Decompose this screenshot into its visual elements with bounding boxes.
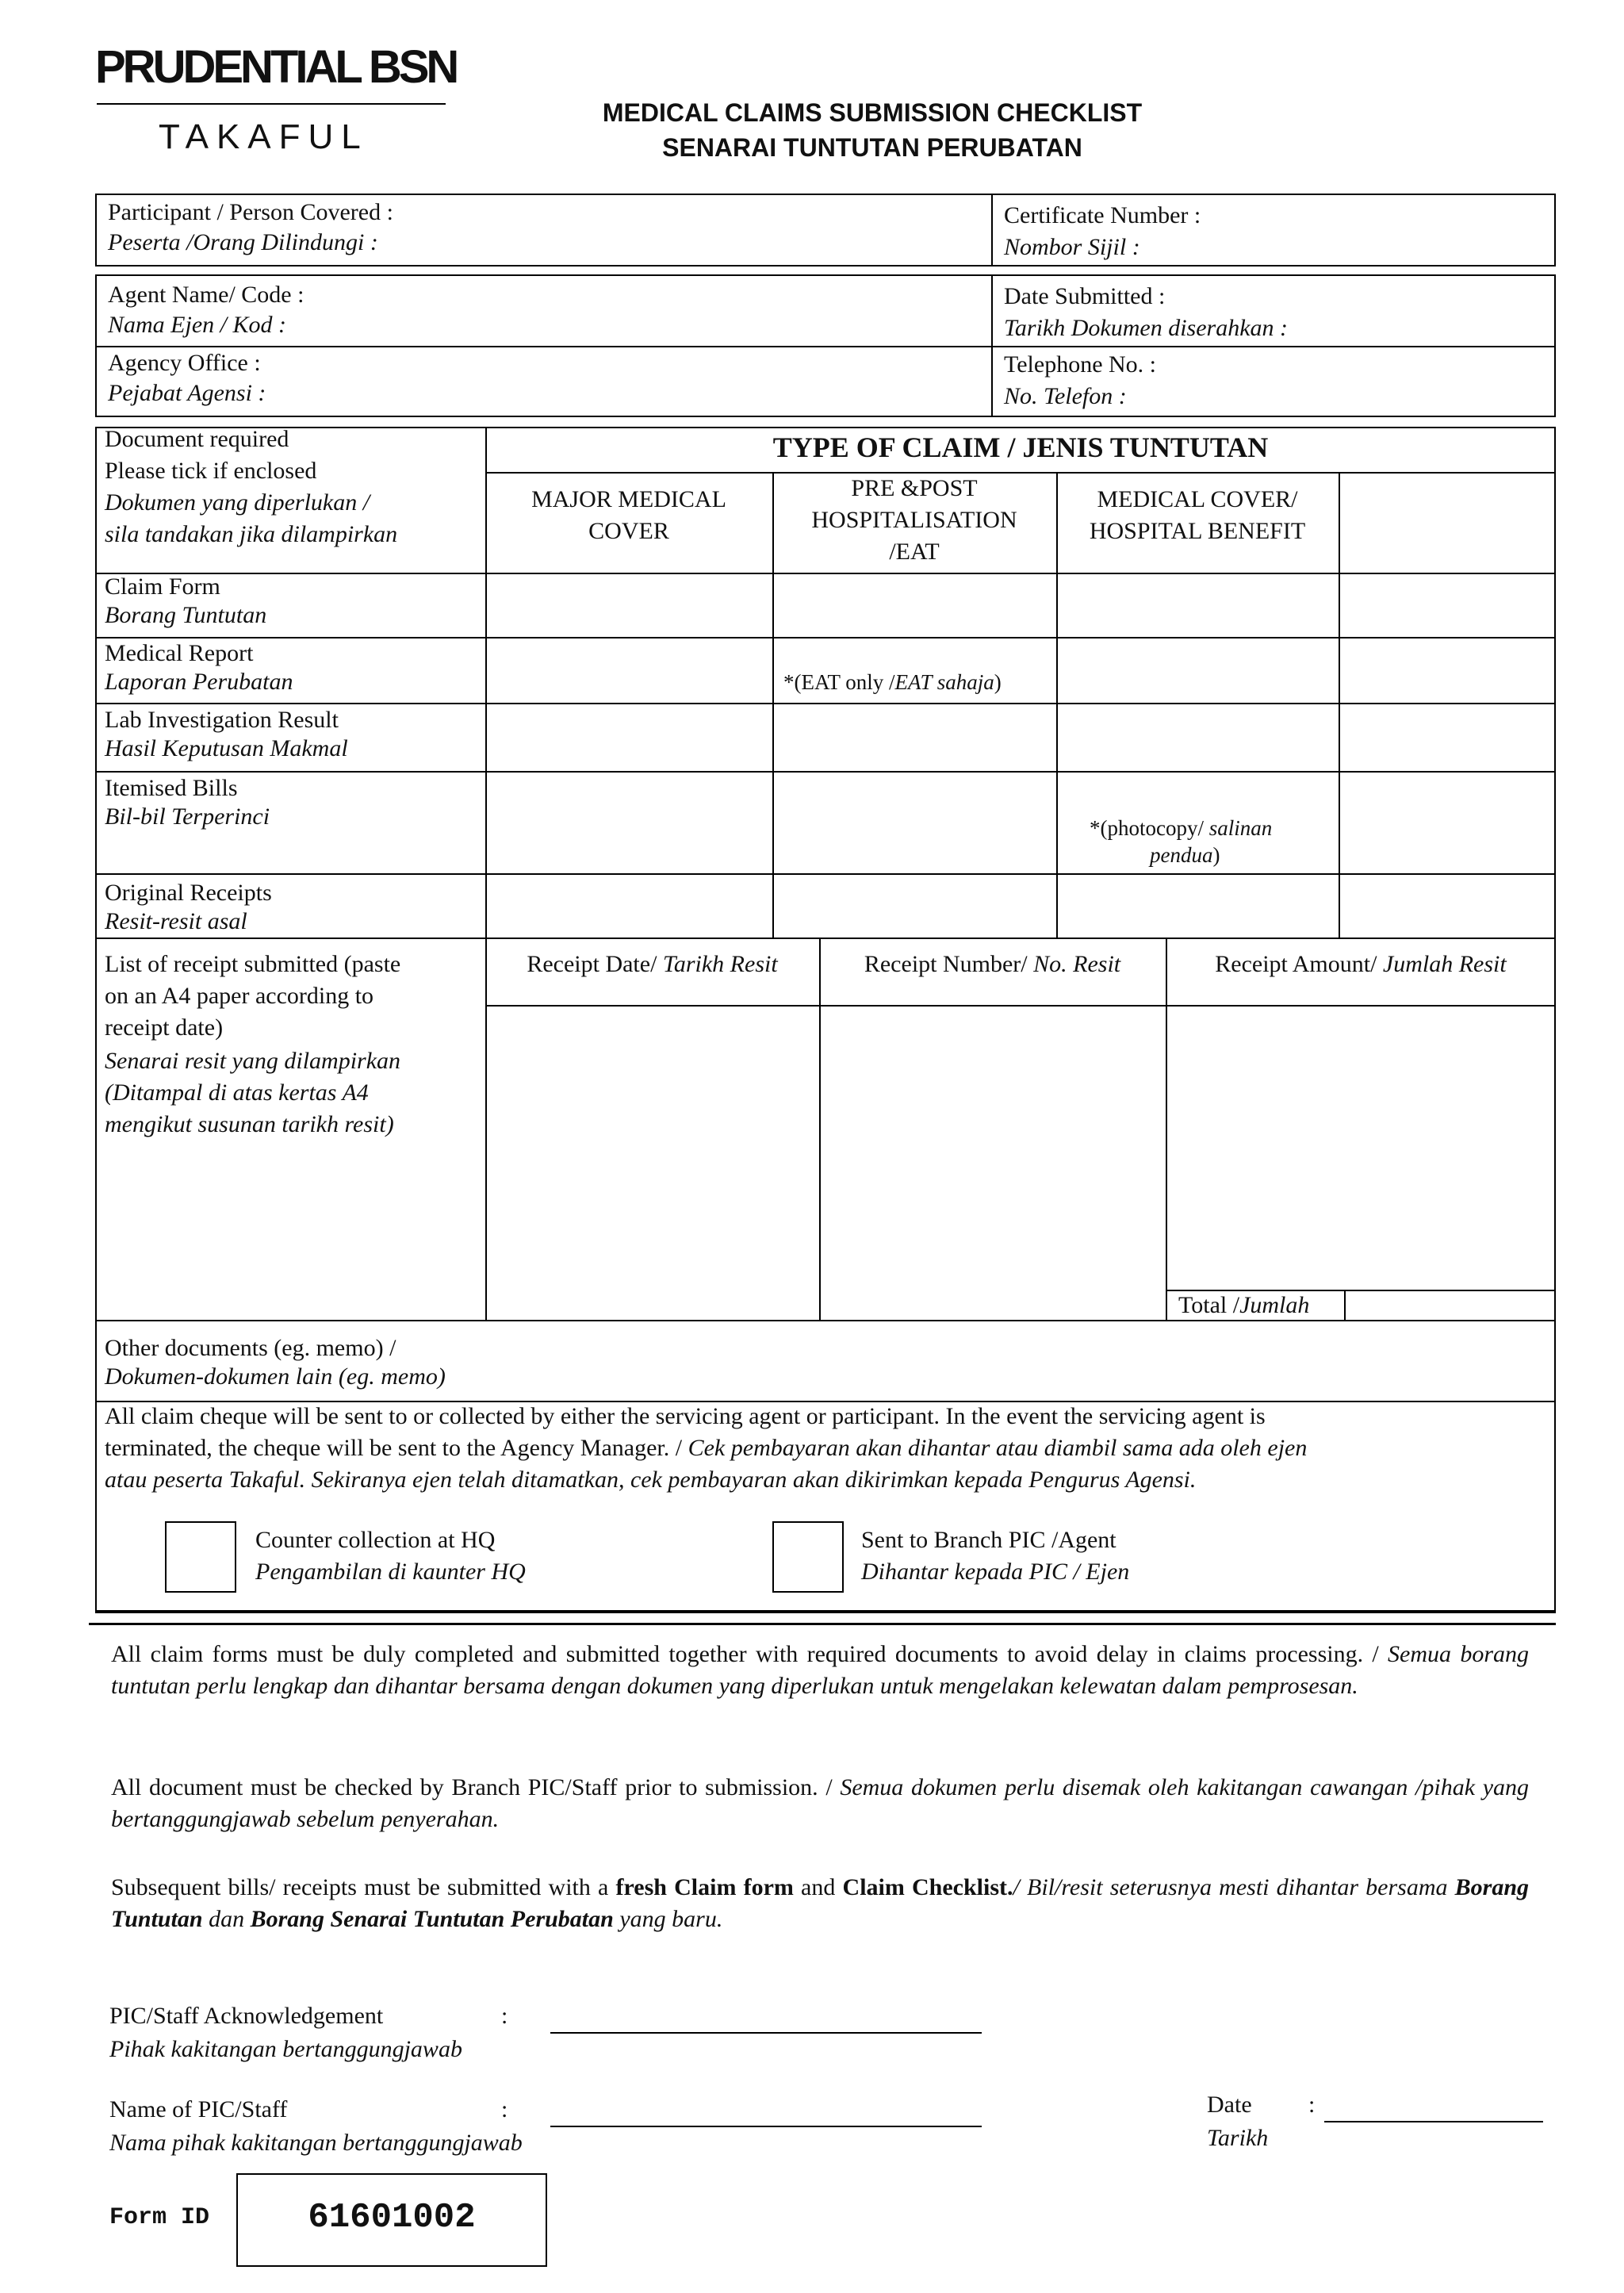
name-label: Name of PIC/Staff	[109, 2096, 288, 2122]
ack-colon: :	[501, 2003, 508, 2029]
photocopy-end: )	[1212, 843, 1220, 867]
page-title: MEDICAL CLAIMS SUBMISSION CHECKLIST	[602, 98, 1143, 127]
photocopy-ms: salinan	[1208, 816, 1273, 840]
participant-label-ms: Peserta /Orang Dilindungi :	[108, 229, 378, 255]
note-3	[111, 1872, 1529, 1935]
eat-only-note	[783, 666, 1002, 698]
table-line	[1166, 938, 1167, 1320]
note-3-f: Borang Tuntutan	[111, 1874, 1530, 1932]
table-line	[95, 938, 1556, 939]
row-medical-report: Medical Report	[105, 640, 254, 666]
eat-note-end: )	[994, 670, 1002, 694]
table-line	[485, 1005, 1556, 1007]
agent-row-divider	[95, 346, 1556, 347]
receipt-list-en-3: receipt date)	[105, 1014, 224, 1041]
brand-logo: PRUDENTIAL BSN	[95, 41, 457, 93]
note-3-g: dan	[209, 1906, 245, 1932]
certificate-label-ms: Nombor Sijil :	[1004, 234, 1140, 260]
participant-label: Participant / Person Covered :	[108, 199, 393, 225]
brand-underline	[97, 103, 446, 105]
row-claim-form-ms: Borang Tuntutan	[105, 602, 267, 628]
col-pre-post-3: /EAT	[889, 539, 940, 565]
receipt-date-en: Receipt Date/	[527, 951, 657, 977]
cheque-text-1: All claim cheque will be sent to or collected by either the servicing agent or participant. In the event the servicing agent is	[105, 1403, 1266, 1429]
row-medical-report-ms: Laporan Perubatan	[105, 669, 293, 695]
note-2-ms: Semua dokumen perlu disemak oleh kakitangan cawangan /pihak yang bertanggungjawab sebelum penyerahan.	[111, 1774, 1530, 1832]
table-line	[95, 573, 1556, 574]
row-claim-form: Claim Form	[105, 573, 220, 600]
row-itemised-bills-ms: Bil-bil Terperinci	[105, 803, 270, 830]
date-submitted-label-ms: Tarikh Dokumen diserahkan :	[1004, 315, 1289, 341]
page-subtitle: SENARAI TUNTUTAN PERUBATAN	[662, 133, 1082, 162]
total-en: Total /	[1178, 1292, 1240, 1318]
row-original-receipts: Original Receipts	[105, 880, 272, 906]
ack-label-ms: Pihak kakitangan bertanggungjawab	[109, 2036, 462, 2062]
note-3-i: yang baru.	[619, 1906, 723, 1932]
section-rule	[89, 1623, 1556, 1625]
receipt-date-header	[485, 949, 819, 980]
form-id-value: 61601002	[308, 2198, 476, 2237]
table-line	[95, 1320, 1556, 1321]
branch-pic-label: Sent to Branch PIC /Agent	[861, 1527, 1116, 1553]
agency-label-ms: Pejabat Agensi :	[108, 380, 266, 406]
doc-header-line4: sila tandakan jika dilampirkan	[105, 521, 398, 547]
col-pre-post-2: HOSPITALISATION	[811, 507, 1017, 533]
col-major-medical: MAJOR MEDICAL	[531, 486, 726, 512]
note-3-a: Subsequent bills/ receipts must be submitted with a	[111, 1874, 609, 1900]
receipt-list-ms-2: (Ditampal di atas kertas A4	[105, 1079, 369, 1106]
total-label	[1178, 1290, 1309, 1321]
cheque-text-2-ms: Cek pembayaran akan dihantar atau diambil sama ada oleh ejen	[688, 1435, 1308, 1461]
brand-sub: TAKAFUL	[159, 117, 369, 156]
table-line	[95, 771, 1556, 773]
receipt-number-header	[819, 949, 1166, 980]
ack-signature-line[interactable]	[550, 2032, 982, 2034]
note-2-en: All document must be checked by Branch PIC/Staff prior to submission. /	[111, 1774, 833, 1800]
receipt-list-ms-1: Senarai resit yang dilampirkan	[105, 1048, 401, 1074]
branch-pic-checkbox[interactable]	[772, 1521, 844, 1593]
col-pre-post: PRE &POST	[851, 475, 978, 501]
counter-collection-checkbox[interactable]	[165, 1521, 236, 1593]
agent-label-ms: Nama Ejen / Kod :	[108, 312, 286, 338]
row-lab-result: Lab Investigation Result	[105, 707, 339, 733]
cheque-text-2-en: terminated, the cheque will be sent to the Agency Manager. /	[105, 1435, 683, 1461]
photocopy-ms-2: pendua	[1150, 843, 1213, 867]
receipt-amount-en: Receipt Amount/	[1215, 951, 1377, 977]
receipt-amount-header	[1166, 949, 1556, 980]
row-lab-result-ms: Hasil Keputusan Makmal	[105, 735, 348, 761]
receipt-list-en-1: List of receipt submitted (paste	[105, 951, 401, 977]
counter-collection-label: Counter collection at HQ	[255, 1527, 496, 1553]
total-ms: Jumlah	[1239, 1292, 1310, 1318]
table-line	[95, 873, 1556, 875]
table-line	[1339, 472, 1340, 938]
receipt-list-ms-3: mengikut susunan tarikh resit)	[105, 1111, 394, 1137]
receipt-number-en: Receipt Number/	[864, 951, 1028, 977]
telephone-label: Telephone No. :	[1004, 351, 1157, 378]
branch-pic-label-ms: Dihantar kepada PIC / Ejen	[861, 1559, 1130, 1585]
ack-label: PIC/Staff Acknowledgement	[109, 2003, 384, 2029]
eat-note-ms: EAT sahaja	[894, 670, 994, 694]
table-line	[95, 637, 1556, 638]
participant-divider	[991, 194, 993, 266]
doc-header-line1: Document required	[105, 426, 289, 452]
note-1-ms: Semua borang tuntutan perlu lengkap dan dihantar bersama dengan dokumen yang diperlukan untuk mengelakan kelewatan dalam pemprosesan.	[111, 1641, 1529, 1699]
name-label-ms: Nama pihak kakitangan bertanggungjawab	[109, 2130, 523, 2156]
counter-collection-label-ms: Pengambilan di kaunter HQ	[255, 1559, 526, 1585]
other-documents-label-ms: Dokumen-dokumen lain (eg. memo)	[105, 1363, 446, 1390]
table-line	[1344, 1290, 1346, 1320]
note-3-h: Borang Senarai Tuntutan Perubatan	[250, 1906, 614, 1932]
doc-header-line2: Please tick if enclosed	[105, 458, 317, 484]
receipt-list-en-2: on an A4 paper according to	[105, 983, 374, 1009]
cheque-text-3: atau peserta Takaful. Sekiranya ejen telah ditamatkan, cek pembayaran akan dikirimkan kepada Pengurus Agensi.	[105, 1467, 1197, 1493]
photocopy-note-2	[1150, 839, 1220, 871]
agency-label: Agency Office :	[108, 350, 261, 376]
date-label-ms: Tarikh	[1207, 2125, 1269, 2151]
other-documents-label: Other documents (eg. memo) /	[105, 1335, 396, 1361]
photocopy-en: *(photocopy/	[1090, 816, 1204, 840]
doc-header-line3: Dokumen yang diperlukan /	[105, 489, 370, 516]
certificate-label: Certificate Number :	[1004, 202, 1201, 228]
note-2	[111, 1772, 1529, 1835]
table-line	[485, 427, 487, 1320]
date-submitted-label: Date Submitted :	[1004, 283, 1166, 309]
note-3-e: / Bil/resit seterusnya mesti dihantar bersama	[1013, 1874, 1448, 1900]
receipt-amount-ms: Jumlah Resit	[1382, 951, 1507, 977]
date-label: Date	[1207, 2092, 1252, 2118]
receipt-date-ms: Tarikh Resit	[662, 951, 778, 977]
date-colon: :	[1308, 2092, 1316, 2118]
note-3-c: and	[801, 1874, 836, 1900]
col-major-medical-2: COVER	[588, 518, 669, 544]
row-original-receipts-ms: Resit-resit asal	[105, 908, 247, 934]
date-signature-line[interactable]	[1324, 2121, 1543, 2122]
name-signature-line[interactable]	[550, 2126, 982, 2127]
note-1	[111, 1639, 1529, 1702]
telephone-label-ms: No. Telefon :	[1004, 383, 1127, 409]
note-3-b: fresh Claim form	[615, 1874, 794, 1900]
note-1-en: All claim forms must be duly completed and submitted together with required documents to avoid delay in claims processing. /	[111, 1641, 1379, 1667]
name-colon: :	[501, 2096, 508, 2122]
receipt-number-ms: No. Resit	[1033, 951, 1121, 977]
col-medical-cover-2: HOSPITAL BENEFIT	[1089, 518, 1306, 544]
claim-type-heading: TYPE OF CLAIM / JENIS TUNTUTAN	[772, 431, 1269, 463]
agent-label: Agent Name/ Code :	[108, 282, 304, 308]
table-line	[819, 938, 821, 1320]
agent-col-divider	[991, 274, 993, 417]
form-id-label: Form ID	[109, 2204, 210, 2231]
eat-note-en: *(EAT only /	[783, 670, 895, 694]
row-itemised-bills: Itemised Bills	[105, 775, 238, 801]
note-3-d: Claim Checklist.	[842, 1874, 1013, 1900]
col-medical-cover: MEDICAL COVER/	[1097, 486, 1298, 512]
